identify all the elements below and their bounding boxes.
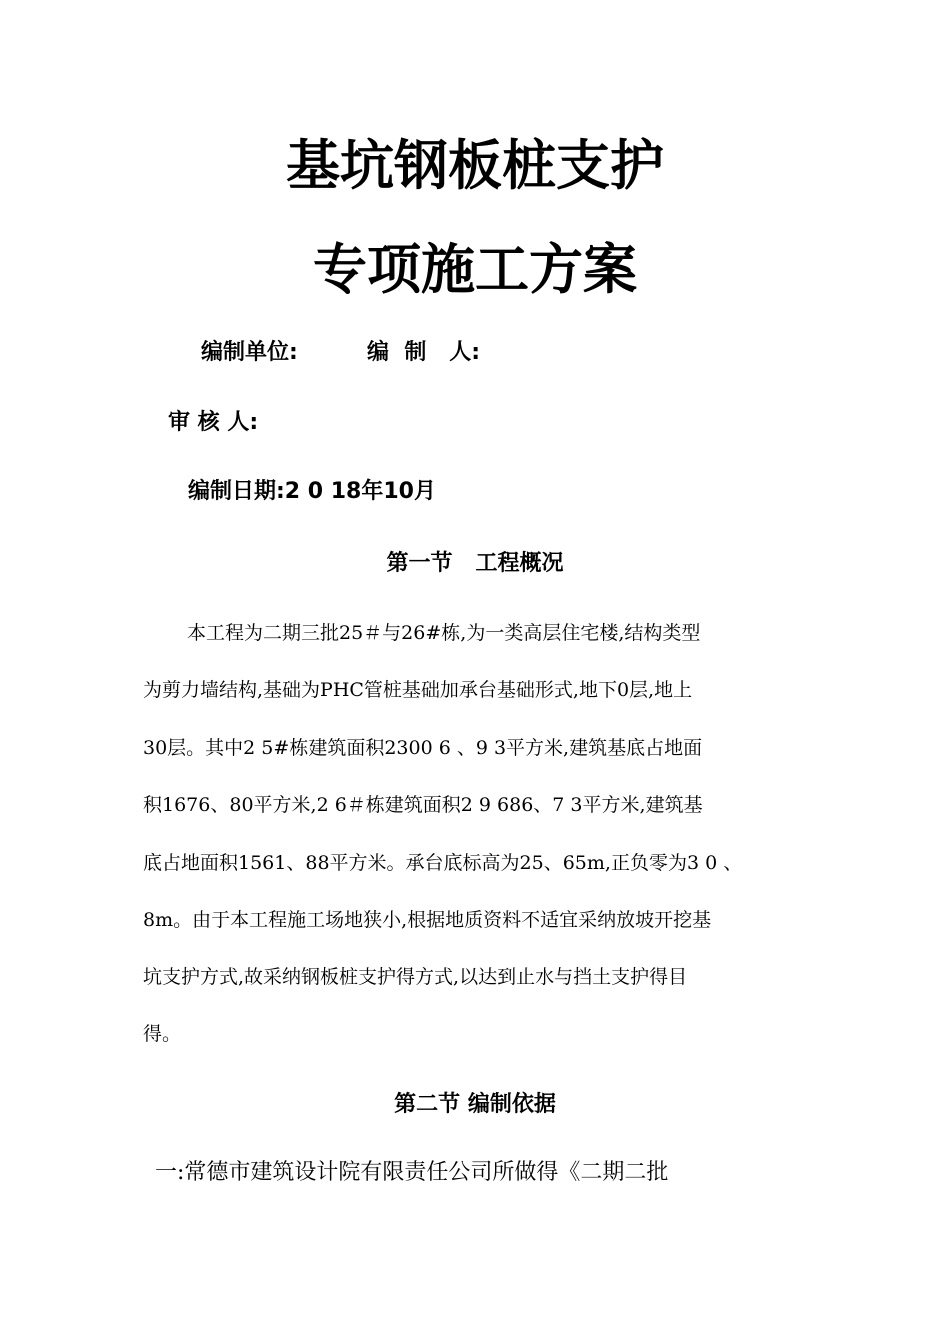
section-1-paragraph-line: 30层。其中2 5#栋建筑面积2300 6 、9 3平方米,建筑基底占地面 (143, 737, 703, 759)
section-1-paragraph-line: 8m。由于本工程施工场地狭小,根据地质资料不适宜采纳放坡开挖基 (143, 909, 712, 931)
compiling-unit-label: 编制单位: (201, 340, 298, 365)
section-1-paragraph-line: 积1676、80平方米,2 6＃栋建筑面积2 9 686、7 3平方米,建筑基 (143, 794, 703, 816)
section-1-paragraph-line: 为剪力墙结构,基础为PHC管桩基础加承台基础形式,地下0层,地上 (143, 679, 693, 701)
section-2-heading: 第二节 编制依据 (394, 1092, 556, 1117)
reviewer-label: 审 核 人: (168, 410, 259, 435)
document-title-line-2: 专项施工方案 (313, 238, 637, 301)
section-1-paragraph-line: 本工程为二期三批25＃与26#栋,为一类高层住宅楼,结构类型 (187, 622, 701, 644)
section-1-paragraph-line: 坑支护方式,故采纳钢板桩支护得方式,以达到止水与挡土支护得目 (143, 966, 688, 988)
document-title-line-1: 基坑钢板桩支护 (286, 134, 664, 197)
section-2-item-1: 一:常德市建筑设计院有限责任公司所做得《二期二批 (155, 1160, 669, 1185)
section-1-paragraph-line: 底占地面积1561、88平方米。承台底标高为25、65m,正负零为3 0 、 (143, 852, 743, 874)
compiler-label: 编 制 人: (367, 340, 481, 365)
compile-date: 编制日期:2 0 18年10月 (188, 479, 436, 504)
section-1-paragraph-line: 得。 (143, 1023, 182, 1045)
section-1-heading: 第一节 工程概况 (386, 551, 564, 576)
